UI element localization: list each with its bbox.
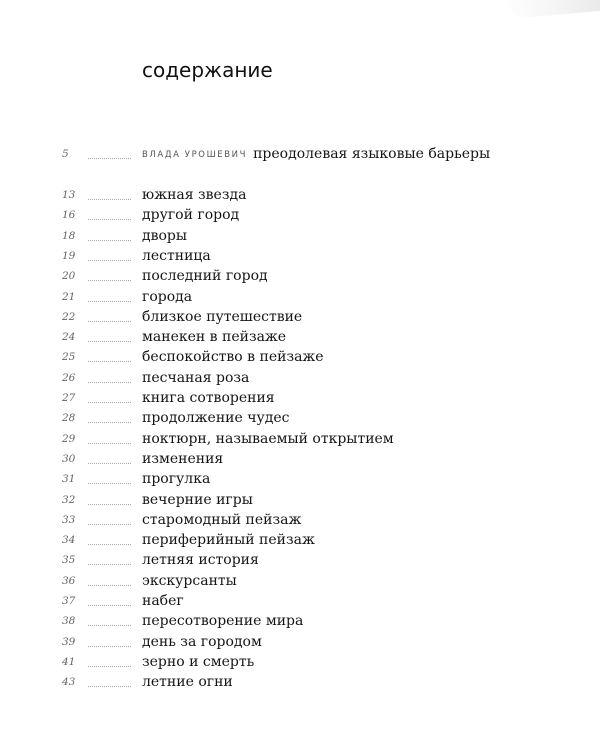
entry-title: изменения <box>142 450 224 467</box>
toc-entry[interactable] <box>0 510 600 530</box>
dot-leader <box>88 341 131 342</box>
entry-title: набег <box>142 593 184 609</box>
entry-title: вечерние игры <box>142 491 253 508</box>
toc-entry[interactable] <box>0 449 600 469</box>
toc-intro-entry[interactable] <box>0 144 600 164</box>
dot-leader <box>88 361 131 362</box>
entry-title: экскурсанты <box>142 572 237 589</box>
toc-entry[interactable] <box>0 652 600 672</box>
dot-leader <box>88 280 131 281</box>
page-number: 25 <box>62 351 76 364</box>
page-number: 30 <box>62 452 76 465</box>
page-number: 21 <box>62 290 76 303</box>
page-number: 28 <box>62 412 76 425</box>
toc-entry[interactable] <box>0 591 600 611</box>
entry-title: прогулка <box>142 471 211 488</box>
dot-leader <box>88 564 131 565</box>
dot-leader <box>88 382 131 383</box>
toc-entry[interactable] <box>0 307 600 327</box>
entry-title: лестница <box>142 247 211 264</box>
page-number: 24 <box>62 331 76 344</box>
dot-leader <box>88 422 131 423</box>
page-number: 33 <box>62 513 76 526</box>
entry-title: города <box>142 288 193 305</box>
toc-entry[interactable] <box>0 632 600 652</box>
entry-title: книга сотворения <box>142 390 275 406</box>
dot-leader <box>88 463 131 464</box>
page-title: содержание <box>142 58 273 82</box>
entry-title: продолжение чудес <box>142 410 290 427</box>
toc-entry[interactable] <box>0 185 600 205</box>
dot-leader <box>88 301 131 302</box>
dot-leader <box>88 625 131 626</box>
entry-title: ноктюрн, называемый открытием <box>142 430 394 447</box>
entry-title: манекен в пейзаже <box>142 329 287 346</box>
page-number: 35 <box>62 554 76 567</box>
entry-title: песчаная роза <box>142 369 250 386</box>
toc-entry[interactable] <box>0 368 600 388</box>
toc-entry[interactable] <box>0 530 600 550</box>
dot-leader <box>88 686 131 687</box>
toc-entry[interactable] <box>0 550 600 570</box>
entry-title: южная звезда <box>142 187 247 203</box>
page-number: 13 <box>62 189 76 201</box>
toc-entry[interactable] <box>0 246 600 266</box>
dot-leader <box>88 260 131 261</box>
page-number: 18 <box>62 229 76 242</box>
dot-leader <box>88 544 131 545</box>
toc-entry[interactable] <box>0 388 600 408</box>
page-number: 43 <box>62 676 76 689</box>
dot-leader <box>88 605 131 606</box>
dot-leader <box>88 219 131 220</box>
page-number: 41 <box>62 655 76 668</box>
page-corner-shadow <box>499 0 600 20</box>
toc-entry[interactable] <box>0 429 600 449</box>
dot-leader <box>88 402 131 403</box>
entry-title: близкое путешествие <box>142 308 303 325</box>
entry-title: зерно и смерть <box>142 653 255 670</box>
entry-title: летние огни <box>142 674 233 691</box>
dot-leader <box>88 524 131 525</box>
dot-leader <box>88 666 131 667</box>
dot-leader <box>88 158 131 159</box>
toc-entry[interactable] <box>0 672 600 692</box>
toc-entry[interactable] <box>0 408 600 428</box>
entry-title: последний город <box>142 268 268 285</box>
author-name: ВЛАДА УРОШЕВИЧ <box>142 150 248 160</box>
page-number: 38 <box>62 615 76 628</box>
page-number: 26 <box>62 371 76 384</box>
page-number: 22 <box>62 310 76 323</box>
entry-title: периферийный пейзаж <box>142 532 315 549</box>
toc-entry[interactable] <box>0 469 600 489</box>
entry-title: другой город <box>142 207 240 224</box>
entry-title <box>142 144 490 165</box>
toc-entry[interactable] <box>0 327 600 347</box>
page-number: 37 <box>62 595 76 607</box>
dot-leader <box>88 504 131 505</box>
toc-entry[interactable] <box>0 266 600 286</box>
entry-title: дворы <box>142 227 188 244</box>
dot-leader <box>88 646 131 647</box>
dot-leader <box>88 240 131 241</box>
entry-title: беспокойство в пейзаже <box>142 349 324 366</box>
dot-leader <box>88 199 131 200</box>
page-number: 27 <box>62 392 76 404</box>
page-number: 16 <box>62 209 76 222</box>
dot-leader <box>88 443 131 444</box>
entry-title: старомодный пейзаж <box>142 511 302 528</box>
entry-title: день за городом <box>142 633 262 650</box>
page-number: 36 <box>62 574 76 587</box>
toc-entry[interactable] <box>0 226 600 246</box>
page-number: 34 <box>62 534 76 547</box>
page-number: 29 <box>62 432 76 445</box>
page-number: 32 <box>62 493 76 506</box>
intro-title: преодолевая языковые барьеры <box>253 146 491 162</box>
dot-leader <box>88 483 131 484</box>
toc-entry[interactable] <box>0 347 600 367</box>
entry-title: летняя история <box>142 552 259 569</box>
page-number: 20 <box>62 270 76 283</box>
toc-entry[interactable] <box>0 287 600 307</box>
page-number: 39 <box>62 635 76 648</box>
dot-leader <box>88 585 131 586</box>
page-number: 5 <box>62 148 69 160</box>
toc-entry[interactable] <box>0 611 600 631</box>
dot-leader <box>88 321 131 322</box>
toc-entry[interactable] <box>0 205 600 225</box>
entry-title: пересотворение мира <box>142 613 304 630</box>
page-number: 31 <box>62 473 76 486</box>
toc-entry[interactable] <box>0 490 600 510</box>
toc-entry[interactable] <box>0 571 600 591</box>
page-number: 19 <box>62 249 76 262</box>
